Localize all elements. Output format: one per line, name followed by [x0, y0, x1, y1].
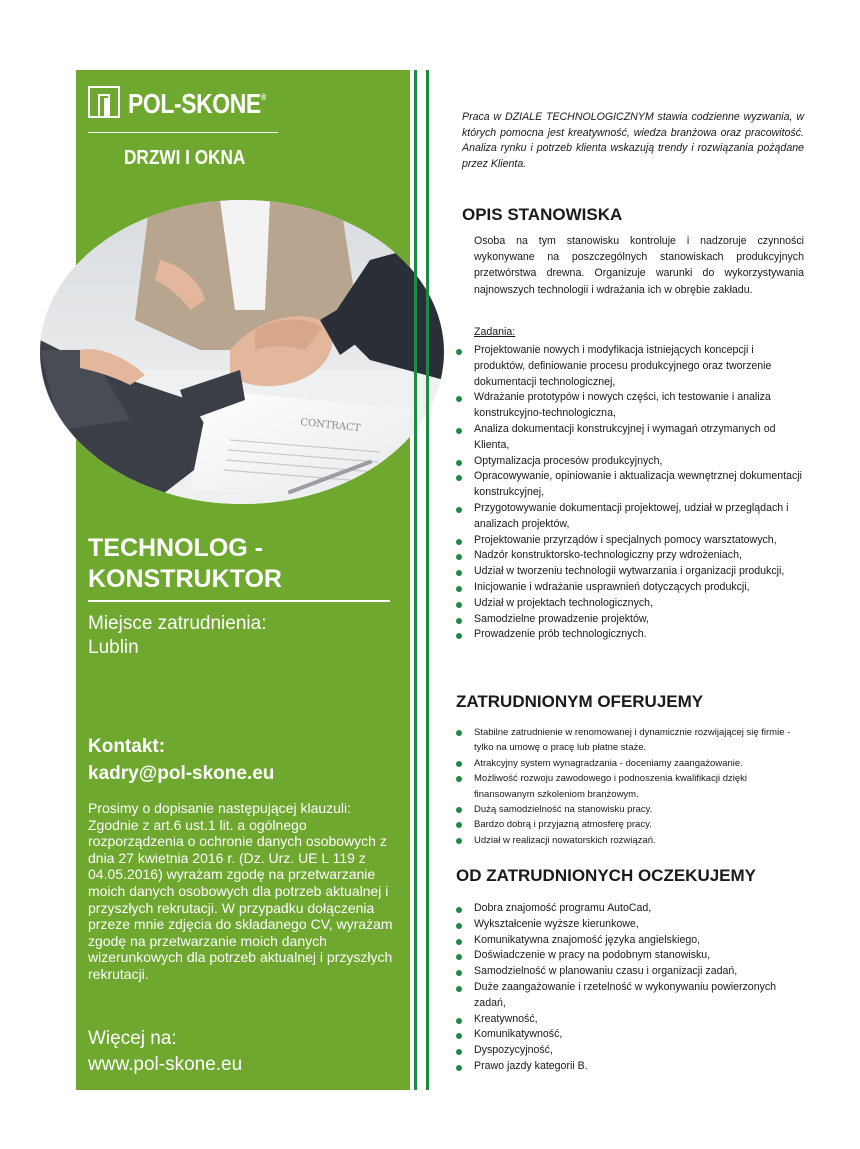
offer-heading: ZATRUDNIONYM OFERUJEMY	[456, 692, 704, 711]
list-item-text: Projektowanie przyrządów i specjalnych pomocy warsztatowych,	[474, 533, 777, 546]
brand-logo	[128, 88, 266, 120]
bullet-dot-icon	[456, 838, 462, 844]
list-item	[456, 980, 801, 1012]
handshake-photo	[40, 200, 444, 504]
bullet-dot-icon	[456, 460, 462, 466]
list-item	[456, 390, 806, 422]
list-item-text: Optymalizacja procesów produkcyjnych,	[474, 454, 663, 467]
list-item	[456, 725, 801, 756]
list-item-text: Stabilne zatrudnienie w renomowanej i dynamicznie rozwijającej się firmie - tylko na umowę o pracę lub płatne staże.	[474, 727, 791, 754]
contact-label: Kontakt:	[88, 736, 166, 757]
bullet-dot-icon	[456, 633, 462, 639]
list-item	[456, 580, 806, 596]
list-item-text: Doświadczenie w pracy na podobnym stanowisku,	[474, 949, 711, 962]
list-item-text: Udział w realizacji nowatorskich rozwiązań.	[474, 834, 656, 846]
location-label: Miejsce zatrudnienia:	[88, 613, 267, 634]
contract-label: CONTRACT	[299, 417, 361, 435]
list-item-text: Samodzielne prowadzenie projektów,	[474, 612, 649, 625]
list-item	[456, 948, 801, 964]
stripe-left	[414, 70, 417, 1090]
bullet-dot-icon	[456, 1065, 462, 1071]
list-item-text: Duże zaangażowanie i rzetelność w wykonywaniu powierzonych zadań,	[474, 980, 777, 1009]
list-item-text: Prowadzenie prób technologicznych.	[474, 628, 647, 641]
registered-mark: ®	[260, 92, 266, 102]
title-divider	[88, 600, 390, 602]
bullet-dot-icon	[456, 907, 462, 913]
intro-text: Praca w DZIALE TECHNOLOGICZNYM stawia codzienne wyzwania, w których pomocna jest kreatywność, wiedza branżowa oraz pracowitość. Analiza rynku i potrzeb klienta wskazują trendy i rozwiązania pożądane przez Klienta.	[462, 111, 804, 170]
list-item	[456, 612, 806, 628]
list-item-text: Możliwość rozwoju zawodowego i podnoszenia kwalifikacji dzięki finansowanym szkoleniom branżowym.	[474, 773, 747, 800]
list-item	[456, 469, 806, 501]
list-item-text: Analiza dokumentacji konstrukcyjnej i wymagań otrzymanych od Klienta,	[474, 422, 776, 451]
bullet-dot-icon	[456, 396, 462, 402]
list-item-text: Nadzór konstruktorsko-technologiczny przy wdrożeniach,	[474, 549, 742, 562]
contact-email[interactable]: kadry@pol-skone.eu	[88, 763, 275, 784]
list-item-text: Komunikatywność,	[474, 1028, 563, 1041]
bullet-dot-icon	[456, 939, 462, 945]
list-item	[456, 564, 806, 580]
bullet-dot-icon	[456, 923, 462, 929]
list-item	[456, 901, 801, 917]
list-item-text: Atrakcyjny system wynagradzania - doceniamy zaangażowanie.	[474, 757, 743, 769]
list-item	[456, 343, 806, 390]
list-item-text: Inicjowanie i wdrażanie usprawnień dotyczących produkcji,	[474, 580, 750, 593]
list-item	[456, 533, 806, 549]
description-heading: OPIS STANOWISKA	[462, 205, 623, 224]
location-block	[88, 612, 388, 660]
bullet-dot-icon	[456, 475, 462, 481]
logo-divider	[88, 132, 278, 133]
stripe-right	[426, 70, 429, 1090]
location-value: Lublin	[88, 637, 139, 658]
door-logo-icon	[88, 86, 120, 118]
description-text: Osoba na tym stanowisku kontroluje i nadzoruje czynności wykonywane na poszczególnych stanowiskach produkcyjnych przetwórstwa drewna. Organizuje warunki do wykorzystywania najnowszych technologii i wdrażania ich w obrębie zakładu.	[474, 235, 804, 296]
list-item	[456, 756, 801, 771]
bullet-dot-icon	[456, 507, 462, 513]
list-item-text: Udział w projektach technologicznych,	[474, 596, 654, 609]
list-item	[456, 1027, 801, 1043]
bullet-dot-icon	[456, 586, 462, 592]
gdpr-clause: Prosimy o dopisanie następującej klauzuli: Zgodnie z art.6 ust.1 lit. a ogólnego rozporządzenia o ochronie danych osobowych z dnia 27 kwietnia 2016 r. (Dz. Urz. UE L 119 z 04.05.2016) wyrażam zgodę na przetwarzanie moich danych osobowych dla potrzeb aktualnej i przyszłych rekrutacji. W przypadku dołączenia przeze mnie zdjęcia do składanego CV, wyrażam zgodę na przetwarzanie moich danych wizerunkowych dla potrzeb aktualnej i przyszłych rekrutacji.	[88, 800, 393, 982]
list-item	[456, 933, 801, 949]
bullet-dot-icon	[456, 954, 462, 960]
bullet-dot-icon	[456, 822, 462, 828]
bullet-dot-icon	[456, 1018, 462, 1024]
website-link[interactable]: www.pol-skone.eu	[88, 1054, 243, 1075]
list-item	[456, 802, 801, 817]
list-item	[456, 833, 801, 848]
bullet-dot-icon	[456, 1049, 462, 1055]
list-item	[456, 422, 806, 454]
expect-heading: OD ZATRUDNIONYCH OCZEKUJEMY	[456, 866, 757, 885]
brand-tagline: DRZWI I OKNA	[124, 147, 246, 169]
list-item-text: Wdrażanie prototypów i nowych części, ich testowanie i analiza konstrukcyjno-technologiczna,	[474, 391, 771, 420]
list-item	[456, 596, 806, 612]
bullet-dot-icon	[456, 730, 462, 736]
bullet-dot-icon	[456, 970, 462, 976]
list-item-text: Dobra znajomość programu AutoCad,	[474, 902, 652, 914]
bullet-dot-icon	[456, 776, 462, 782]
list-item-text: Dyspozycyjność,	[474, 1044, 553, 1057]
list-item-text: Komunikatywna znajomość języka angielskiego,	[474, 933, 701, 946]
list-item-text: Bardzo dobrą i przyjazną atmosferę pracy.	[474, 819, 652, 831]
bullet-dot-icon	[456, 1033, 462, 1039]
more-label: Więcej na:	[88, 1028, 177, 1049]
bullet-dot-icon	[456, 349, 462, 355]
list-item	[456, 454, 806, 470]
list-item-text: Kreatywność,	[474, 1012, 538, 1025]
list-item	[456, 817, 801, 832]
bullet-dot-icon	[456, 618, 462, 624]
list-item-text: Prawo jazdy kategorii B.	[474, 1059, 588, 1072]
list-item	[456, 917, 801, 933]
offer-list	[456, 725, 801, 848]
tasks-list	[456, 343, 806, 643]
bullet-dot-icon	[456, 986, 462, 992]
list-item-text: Przygotowywanie dokumentacji projektowej, udział w przeglądach i analizach projektów,	[474, 501, 789, 530]
more-info	[88, 1026, 388, 1078]
bullet-dot-icon	[456, 602, 462, 608]
job-title: TECHNOLOG - KONSTRUKTOR	[88, 534, 282, 593]
bullet-dot-icon	[456, 761, 462, 767]
list-item	[456, 501, 806, 533]
list-item	[456, 548, 806, 564]
list-item	[456, 964, 801, 980]
list-item-text: Udział w tworzeniu technologii wytwarzania i organizacji produkcji,	[474, 565, 785, 578]
list-item	[456, 771, 801, 802]
expect-list	[456, 901, 801, 1075]
tasks-label: Zadania:	[474, 326, 516, 338]
bullet-dot-icon	[456, 807, 462, 813]
list-item-text: Opracowywanie, opiniowanie i aktualizacja wewnętrznej dokumentacji konstrukcyjnej,	[474, 470, 802, 499]
list-item-text: Dużą samodzielność na stanowisku pracy.	[474, 804, 653, 816]
list-item	[456, 627, 806, 643]
bullet-dot-icon	[456, 570, 462, 576]
bullet-dot-icon	[456, 428, 462, 434]
list-item	[456, 1012, 801, 1028]
list-item-text: Samodzielność w planowaniu czasu i organizacji zadań,	[474, 965, 738, 978]
contact-block	[88, 733, 398, 787]
bullet-dot-icon	[456, 539, 462, 545]
bullet-dot-icon	[456, 554, 462, 560]
brand-name: POL-SKONE	[128, 88, 261, 119]
list-item-text: Projektowanie nowych i modyfikacja istniejących koncepcji i produktów, definiowanie procesu produkcyjnego oraz tworzenie dokumentacji technologicznej,	[474, 344, 772, 388]
list-item	[456, 1043, 801, 1059]
list-item-text: Wykształcenie wyższe kierunkowe,	[474, 917, 639, 930]
list-item	[456, 1059, 801, 1075]
